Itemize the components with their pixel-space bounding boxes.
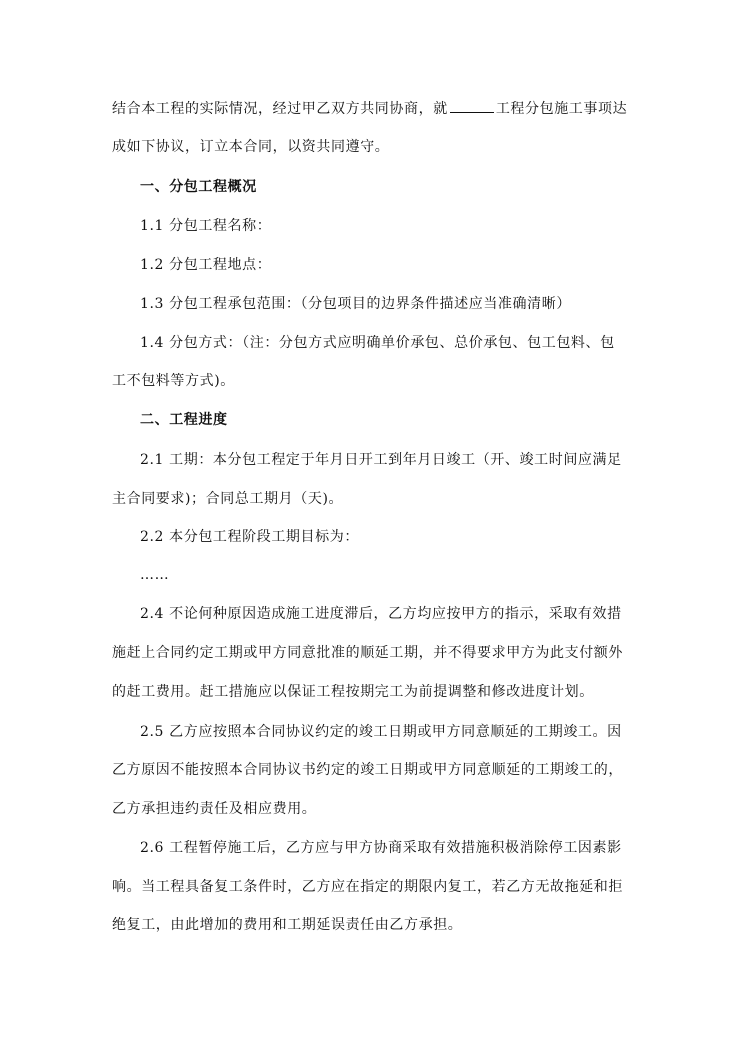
intro-line-2: 成如下协议，订立本合同，以资共同遵守。: [112, 139, 390, 155]
item-2-2: 2.2 本分包工程阶段工期目标为：: [140, 529, 359, 545]
project-name-blank: [450, 98, 494, 113]
intro-line-1: [112, 98, 632, 119]
item-2-1-line-1: 2.1 工期：本分包工程定于年月日开工到年月日竣工（开、竣工时间应满足: [140, 452, 622, 468]
item-2-1-line-2: 主合同要求)；合同总工期月（天)。: [112, 491, 344, 507]
ellipsis: ……: [140, 567, 170, 583]
item-2-5-line-3: 乙方承担违约责任及相应费用。: [112, 801, 317, 817]
item-2-4-line-2: 施赶上合同约定工期或甲方同意批准的顺延工期，并不得要求甲方为此支付额外: [112, 645, 623, 661]
intro-text-before-blank: 结合本工程的实际情况，经过甲乙双方共同协商，就: [112, 101, 448, 117]
item-1-1: 1.1 分包工程名称：: [140, 218, 272, 234]
item-1-4-line-1: 1.4 分包方式：（注：分包方式应明确单价承包、总价承包、包工包料、包: [140, 335, 615, 351]
item-2-4-line-1: 2.4 不论何种原因造成施工进度滞后，乙方均应按甲方的指示，采取有效措: [140, 606, 622, 622]
item-1-4-line-2: 工不包料等方式)。: [112, 373, 235, 389]
item-1-3: 1.3 分包工程承包范围：（分包项目的边界条件描述应当准确清晰）: [140, 296, 571, 312]
item-2-6-line-1: 2.6 工程暂停施工后，乙方应与甲方协商采取有效措施积极消除停工因素影: [140, 840, 622, 856]
intro-text-after-blank: 工程分包施工事项达: [495, 101, 628, 117]
item-2-5-line-1: 2.5 乙方应按照本合同协议约定的竣工日期或甲方同意顺延的工期竣工。因: [140, 724, 622, 740]
section-1-heading: 一、分包工程概况: [140, 179, 257, 195]
item-1-2: 1.2 分包工程地点：: [140, 257, 272, 273]
item-2-6-line-3: 绝复工，由此增加的费用和工期延误责任由乙方承担。: [112, 917, 463, 933]
section-2-heading: 二、工程进度: [140, 412, 228, 428]
item-2-5-line-2: 乙方原因不能按照本合同协议书约定的竣工日期或甲方同意顺延的工期竣工的，: [112, 762, 623, 778]
item-2-4-line-3: 的赶工费用。赶工措施应以保证工程按期完工为前提调整和修改进度计划。: [112, 684, 594, 700]
item-2-6-line-2: 响。当工程具备复工条件时，乙方应在指定的期限内复工，若乙方无故拖延和拒: [112, 879, 623, 895]
